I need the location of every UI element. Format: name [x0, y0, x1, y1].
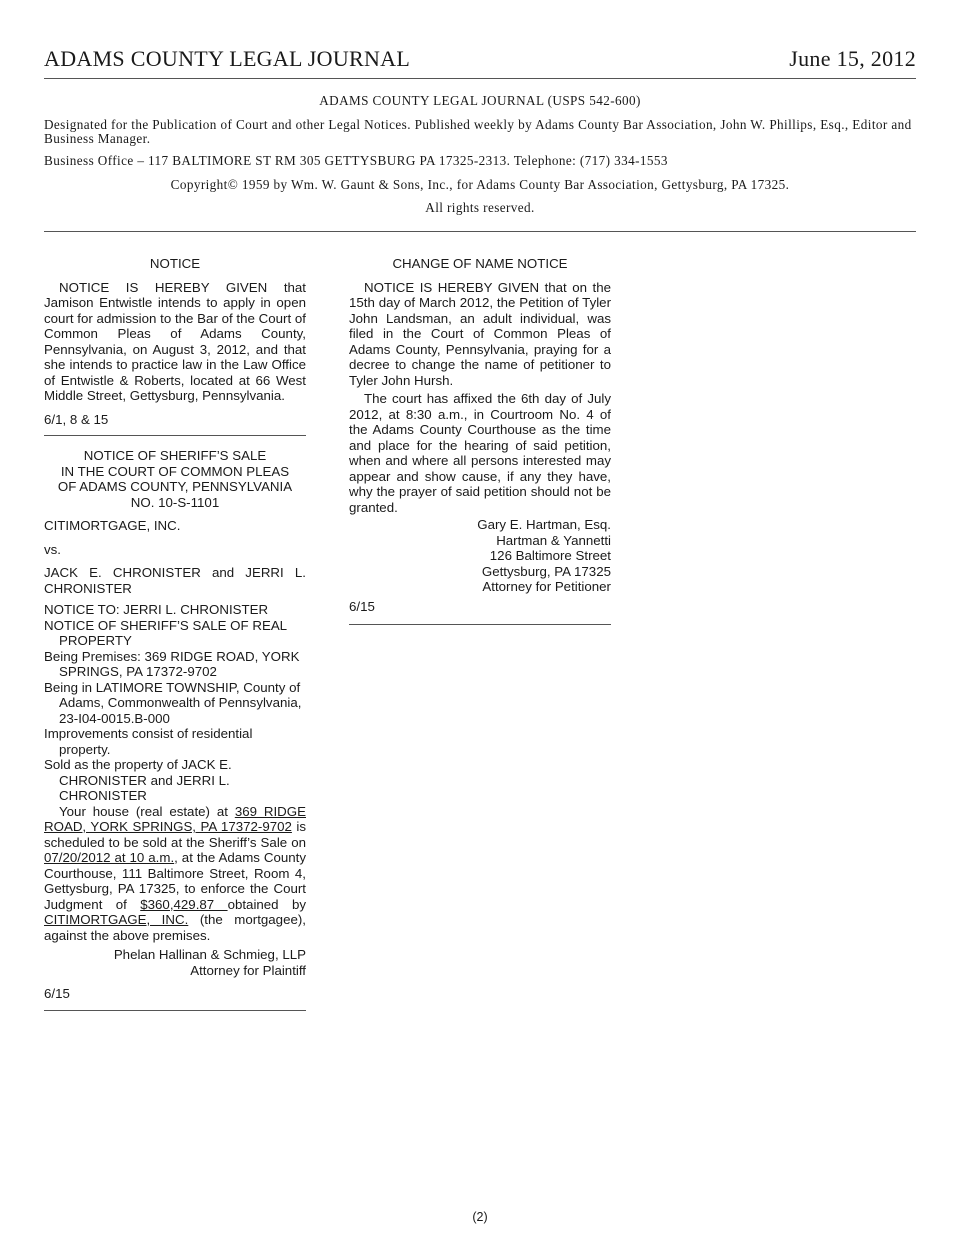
signature-line: Gettysburg, PA 17325 — [481, 563, 611, 579]
name-change-para-1: NOTICE IS HEREBY GIVEN that on the 15th day of March 2012, the Petition of Tyler John Landsman, an adult individual, was filed in the Court of Common Pleas of Adams County, Pennsylvania, praying for a decree to change the name of petitioner to Tyler John Hursh. — [349, 279, 611, 388]
versus: vs. — [44, 541, 61, 557]
journal-title: ADAMS COUNTY LEGAL JOURNAL — [44, 46, 411, 71]
heading-line: OF ADAMS COUNTY, PENNSYLVANIA — [57, 479, 293, 494]
masthead — [44, 44, 916, 79]
sale-address: 369 RIDGE ROAD, YORK SPRINGS, PA 17372-9702 — [44, 803, 306, 834]
sheriff-sale-notice — [44, 448, 306, 1011]
issue-date: June 15, 2012 — [789, 46, 916, 71]
heading-line: IN THE COURT OF COMMON PLEAS — [60, 463, 290, 479]
page-number: (2) — [472, 1210, 488, 1224]
right-column — [349, 256, 611, 625]
section-divider — [44, 435, 306, 436]
name-change-dates: 6/15 — [349, 598, 375, 614]
copyright-notice: Copyright© 1959 by Wm. W. Gaunt & Sons, Inc., for Adams County Bar Association, Gettysburg, PA 17325. — [170, 177, 790, 192]
judgment-amount: $360,429.87 — [140, 896, 228, 912]
notice-heading: NOTICE — [149, 256, 201, 271]
sale-body-text: , at the Adams County Courthouse, 111 Baltimore Street, Room 4, Gettysburg, PA 17325, to enforce the Court Judgment of — [44, 850, 307, 912]
name-change-notice — [349, 256, 611, 625]
plaintiff: CITIMORTGAGE, INC. — [44, 518, 181, 533]
notice-of-sale: NOTICE OF SHERIFF’S SALE OF REAL PROPERTY — [44, 617, 287, 648]
business-office: Business Office – 117 BALTIMORE ST RM 305 GETTYSBURG PA 17325-2313. Telephone: (717) 334-1553 — [44, 153, 668, 168]
defendants: JACK E. CHRONISTER and JERRI L. CHRONISTER — [44, 565, 306, 596]
notice-dates: 6/1, 8 & 15 — [44, 411, 109, 427]
section-divider — [349, 624, 611, 625]
rights-reserved: All rights reserved. — [425, 200, 535, 215]
left-column — [44, 256, 306, 1011]
premises: Being Premises: 369 RIDGE ROAD, YORK SPRINGS, PA 17372-9702 — [44, 648, 300, 679]
signature-line: Attorney for Petitioner — [482, 579, 611, 594]
notice-body: NOTICE IS HEREBY GIVEN that Jamison Entwistle intends to apply in open court for admission to the Bar of the Court of Common Pleas of Adams County, Pennsylvania, on August 3, 2012, and that she intends to practice law in the Law Office of Entwistle & Roberts, located at 66 West Middle Street, Gettysburg, Pennsylvania. — [44, 279, 306, 403]
signature-block — [349, 517, 611, 595]
sheriff-sale-heading — [44, 448, 306, 510]
notice-to: NOTICE TO: JERRI L. CHRONISTER — [44, 602, 269, 617]
sale-body-text: obtained by — [227, 896, 306, 912]
signature-line: 126 Baltimore Street — [489, 548, 611, 563]
sale-date: 07/20/2012 at 10 a.m. — [44, 850, 175, 865]
heading-line: NO. 10-S-1101 — [130, 494, 220, 510]
publication-info — [44, 94, 916, 215]
mortgagee: CITIMORTGAGE, INC. — [44, 912, 189, 927]
name-change-heading: CHANGE OF NAME NOTICE — [392, 256, 568, 271]
notice-admission — [44, 256, 306, 436]
sale-body — [44, 804, 306, 944]
section-divider — [44, 1010, 306, 1011]
usps-line: ADAMS COUNTY LEGAL JOURNAL (USPS 542-600) — [319, 93, 641, 108]
signature-line: Hartman & Yannetti — [496, 532, 611, 548]
sale-body-text: is scheduled to be sold at the Sheriff’s Sale on — [44, 819, 306, 850]
sold-as: Sold as the property of JACK E. CHRONISTER and JERRI L. CHRONISTER — [44, 757, 232, 803]
improvements: Improvements consist of residential property. — [44, 726, 253, 757]
sale-body-text: (the mortgagee), against the above premises. — [44, 912, 306, 943]
heading-line: NOTICE OF SHERIFF’S SALE — [83, 448, 267, 463]
signature-line: Gary E. Hartman, Esq. — [477, 517, 611, 532]
attorney-role: Attorney for Plaintiff — [190, 962, 306, 978]
designation-statement: Designated for the Publication of Court and other Legal Notices. Published weekly by Adams County Bar Association, John W. Phillips, Esq., Editor and Business Manager. — [44, 117, 912, 146]
header-divider — [44, 231, 916, 232]
sale-body-text: Your house (real estate) at — [59, 803, 235, 819]
name-change-para-2: The court has affixed the 6th day of July 2012, at 8:30 a.m., in Courtroom No. 4 of the Adams County Courthouse as the time and place for the hearing of said petition, when and where all persons interested may appear and show cause, if any they have, why the prayer of said petition should not be granted. — [349, 391, 611, 515]
attorney-firm: Phelan Hallinan & Schmieg, LLP — [113, 947, 306, 962]
township: Being in LATIMORE TOWNSHIP, County of Adams, Commonwealth of Pennsylvania, 23-I04-0015.B-000 — [44, 679, 302, 726]
sale-dates: 6/15 — [44, 986, 70, 1001]
